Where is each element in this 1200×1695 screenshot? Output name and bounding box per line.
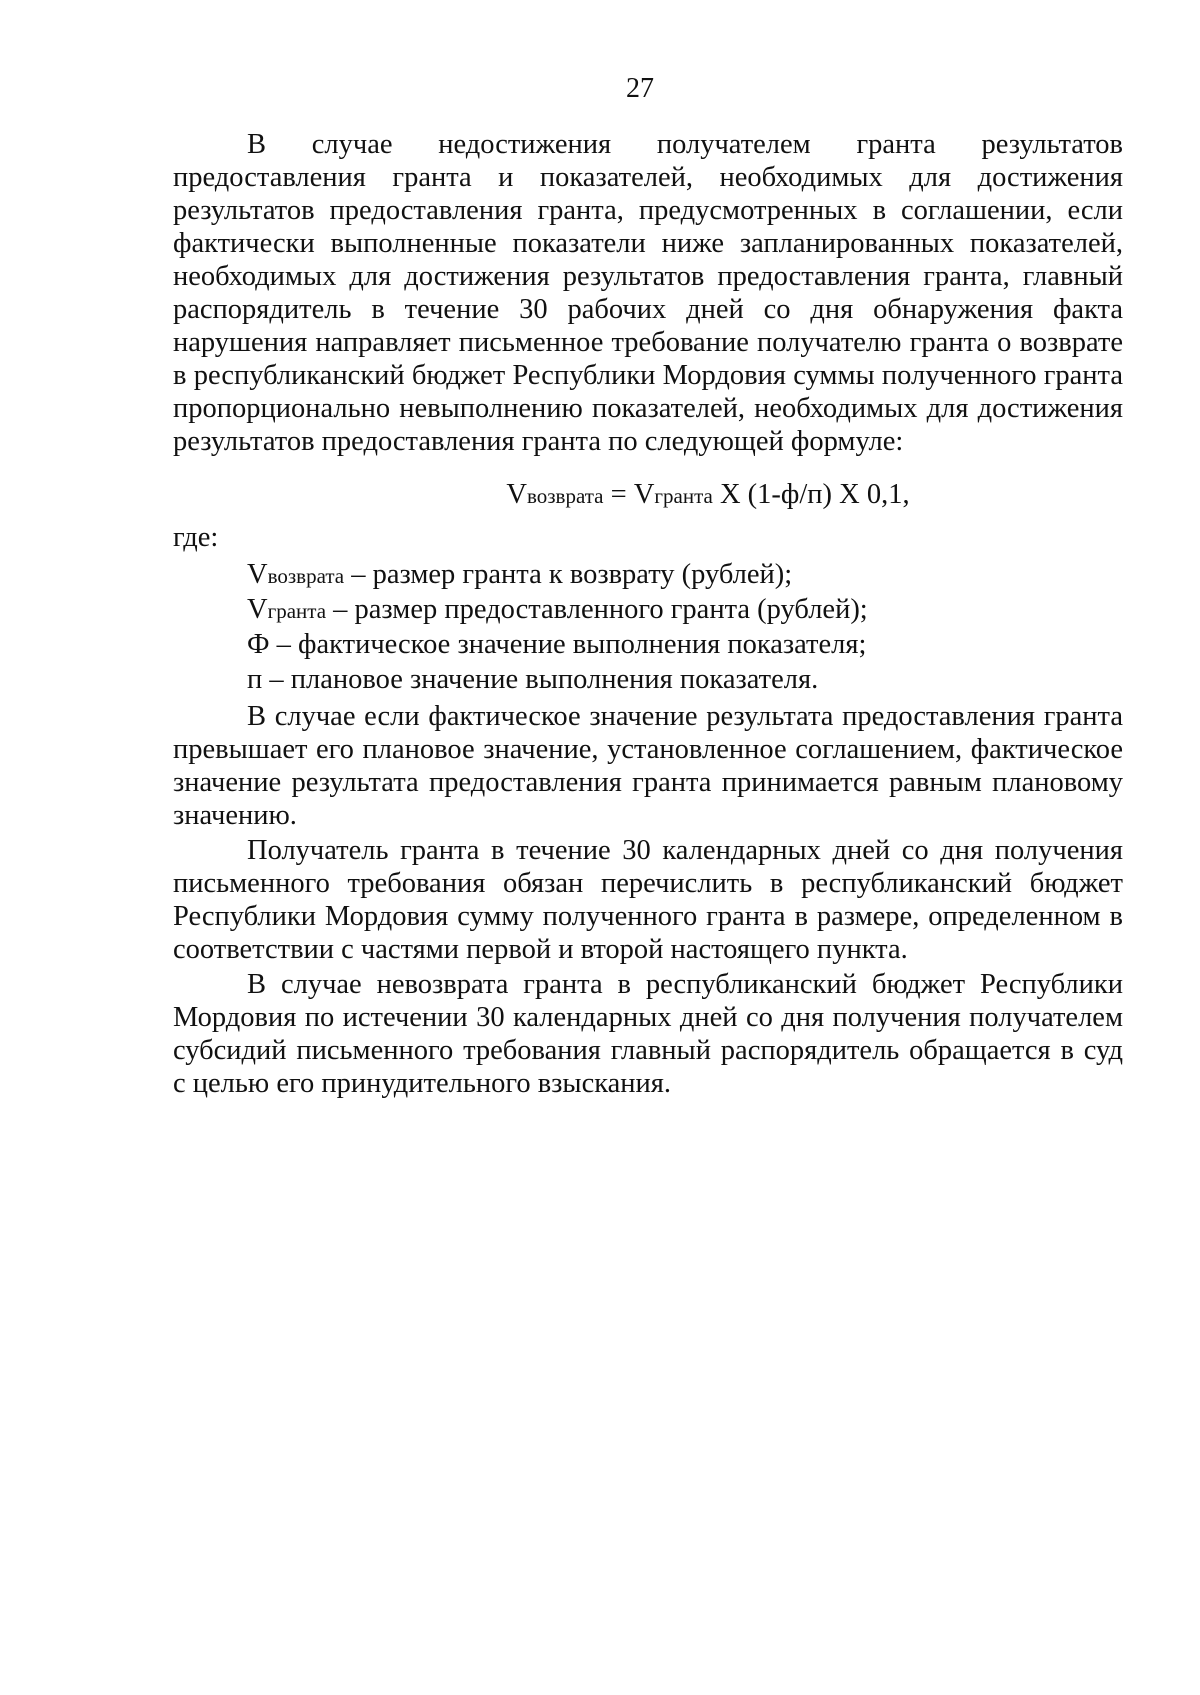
definition-symbol: V bbox=[247, 594, 268, 625]
definition-symbol: п bbox=[247, 664, 263, 695]
refund-formula bbox=[173, 478, 1123, 513]
definition-v-refund bbox=[173, 558, 1123, 593]
definition-text: – фактическое значение выполнения показателя; bbox=[269, 629, 867, 660]
definition-text: – размер предоставленного гранта (рублей); bbox=[326, 594, 868, 625]
formula-expression: Х (1-ф/п) Х 0,1, bbox=[712, 479, 910, 510]
definition-text: – плановое значение выполнения показателя. bbox=[262, 664, 819, 695]
definition-symbol-sub: гранта bbox=[267, 599, 327, 623]
definition-v-grant bbox=[173, 593, 1123, 628]
definition-symbol: Ф bbox=[247, 629, 270, 660]
formula-v-grant-sub: гранта bbox=[654, 484, 713, 508]
definition-symbol-sub: возврата bbox=[267, 564, 345, 588]
definition-plan bbox=[173, 663, 1123, 698]
page-number: 27 bbox=[626, 73, 654, 104]
formula-equals: = bbox=[603, 479, 634, 510]
formula-v-refund-sub: возврата bbox=[526, 484, 604, 508]
definition-symbol: V bbox=[247, 559, 268, 590]
paragraph-actual-exceeds-plan: В случае если фактическое значение результата предоставления гранта превышает его плановое значение, установленное соглашением, фактическое значение результата предоставления гранта принимается равным плановому значению. bbox=[173, 701, 1123, 831]
formula-v-grant: V bbox=[633, 479, 655, 510]
where-label: где: bbox=[173, 522, 219, 553]
document-body bbox=[173, 128, 1123, 1100]
paragraph-recipient-obligation: Получатель гранта в течение 30 календарных дней со дня получения письменного требования обязан перечислить в республиканский бюджет Республики Мордовия сумму полученного гранта в размере, определенном в соответствии с частями первой и второй настоящего пункта. bbox=[173, 835, 1123, 965]
definition-fact bbox=[173, 628, 1123, 663]
definition-text: – размер гранта к возврату (рублей); bbox=[344, 559, 793, 590]
formula-v-refund: V bbox=[506, 479, 527, 510]
paragraph-court-recovery: В случае невозврата гранта в республиканский бюджет Республики Мордовия по истечении 30 календарных дней со дня получения получателем субсидий письменного требования главный распорядитель обращается в суд с целью его принудительного взыскания. bbox=[173, 969, 1123, 1099]
paragraph-refund-requirement: В случае недостижения получателем гранта результатов предоставления гранта и показателей, необходимых для достижения результатов предоставления гранта, предусмотренных в соглашении, если фактически выполненные показатели ниже запланированных показателей, необходимых для достижения результатов предоставления гранта, главный распорядитель в течение 30 рабочих дней со дня обнаружения факта нарушения направляет письменное требование получателю гранта о возврате в республиканский бюджет Республики Мордовия суммы полученного гранта пропорционально невыполнению показателей, необходимых для достижения результатов предоставления гранта по следующей формуле: bbox=[173, 129, 1123, 457]
